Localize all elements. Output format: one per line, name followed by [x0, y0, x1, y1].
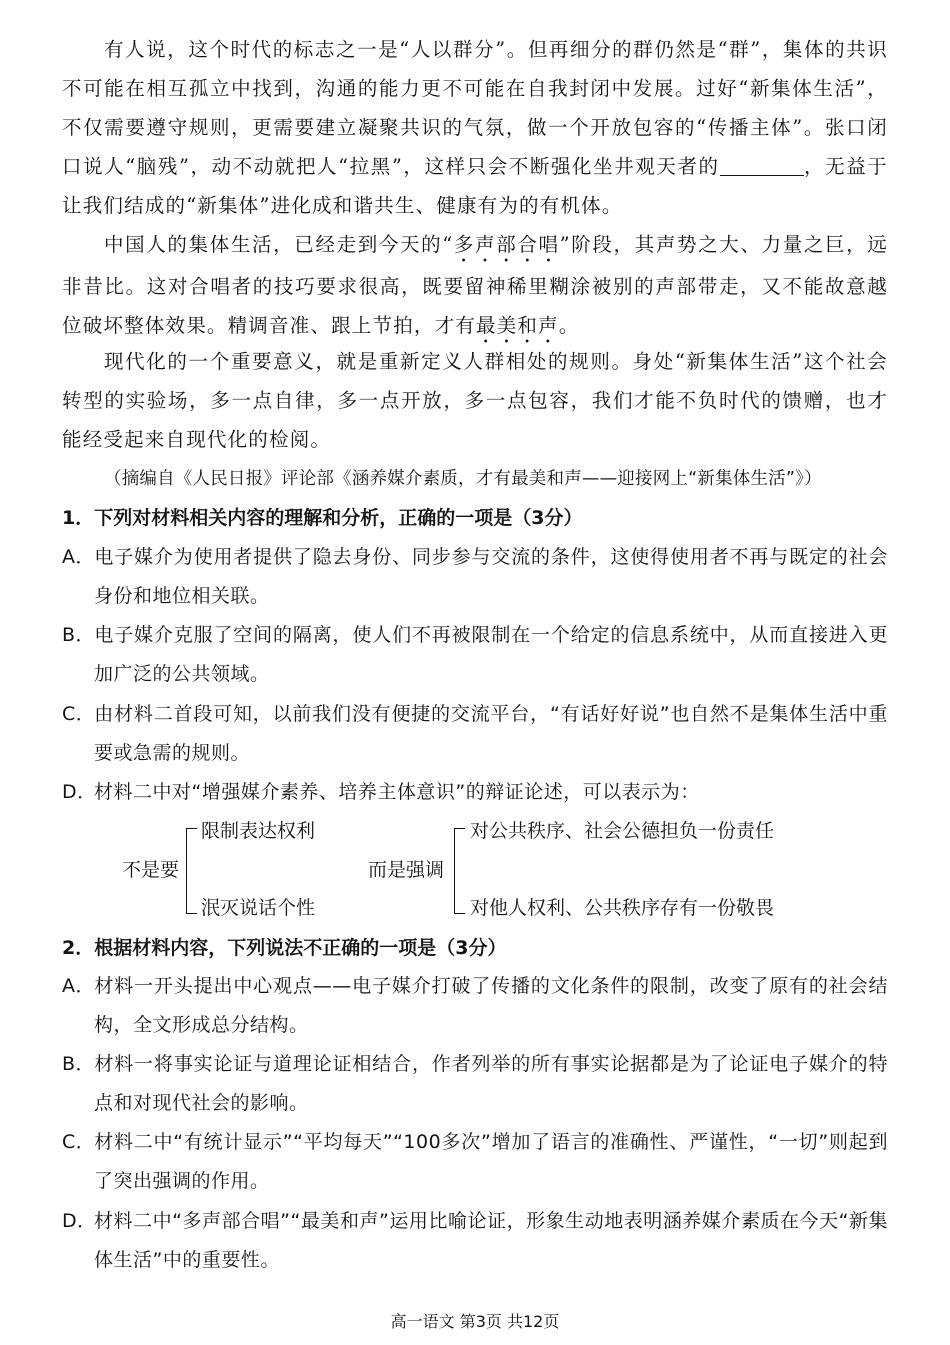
- emphasized-phrase: 多声部合唱: [453, 233, 560, 256]
- right-bracket: [454, 828, 465, 914]
- fill-in-blank: [720, 155, 804, 176]
- diagram-right-top: 对公共秩序、社会公德担负一份责任: [470, 820, 775, 842]
- passage-text: 有人说，这个时代的标志之一是“人以群分”。但再细分的群仍然是“群”，集体的共识不可能在相互孤立中找到，沟通的能力更不可能在自我封闭中发展。过好“新集体生活”，不仅需要遵守规则，更需要建立凝聚共识的气氛，做一个开放包容的“传播主体”。张口闭口说人“脑残”，动不动就把人“拉黑”，这样只会不断强化坐井观天者的: [62, 38, 888, 178]
- option-label: D．: [62, 781, 97, 803]
- diagram-left-top: 限制表达权利: [201, 820, 316, 842]
- option-text: 由材料二首段可知，以前我们没有便捷的交流平台，“有话好好说”也自然不是集体生活中重要或急需的规则。: [94, 703, 888, 764]
- option-text: 材料二中“多声部合唱”“最美和声”运用比喻论证，形象生动地表明涵养媒介素质在今天“新集体生活”中的重要性。: [94, 1210, 888, 1271]
- passage-paragraph-2: [62, 225, 888, 348]
- question-1-option-b: [62, 616, 888, 694]
- diagram-left-bottom: 泯灭说话个性: [201, 897, 316, 919]
- option-text: 电子媒介为使用者提供了隐去身份、同步参与交流的条件，这使得使用者不再与既定的社会身份和地位相关联。: [94, 546, 888, 607]
- diagram-mid-label: 而是强调: [368, 859, 445, 881]
- passage-source: （摘编自《人民日报》评论部《涵养媒介素质，才有最美和声——迎接网上“新集体生活”》）: [104, 469, 822, 489]
- emphasized-phrase: 最美和声: [476, 314, 559, 337]
- question-2-option-c: [62, 1123, 888, 1201]
- question-1-option-d: [62, 773, 888, 812]
- passage-paragraph-3: 现代化的一个重要意义，就是重新定义人群相处的规则。身处“新集体生活”这个社会转型的实验场，多一点自律，多一点开放，多一点包容，我们才能不负时代的馈赠，也才能经受起来自现代化的检阅。: [62, 350, 888, 451]
- passage-paragraph-1: [62, 30, 888, 225]
- passage-text: 。: [558, 314, 580, 337]
- option-label: B．: [62, 1053, 96, 1075]
- question-1-option-a: [62, 538, 888, 616]
- passage-text: ，无益于让我们结成的“新集体”进化成和谐共生、健康有为的有机体。: [62, 155, 888, 217]
- question-2-option-d: [62, 1202, 888, 1280]
- option-text: 材料二中“有统计显示”“平均每天”“100多次”增加了语言的准确性、严谨性，“一切”则起到了突出强调的作用。: [94, 1131, 888, 1192]
- option-label: C．: [62, 703, 96, 725]
- question-2-option-b: [62, 1045, 888, 1123]
- option-label: A．: [62, 975, 95, 997]
- option-label: D．: [62, 1210, 97, 1232]
- question-2-title: 2．根据材料内容，下列说法不正确的一项是（3分）: [62, 937, 507, 959]
- question-2-option-a: [62, 967, 888, 1045]
- diagram-left-label: 不是要: [122, 859, 180, 881]
- question-1-title: 1．下列对材料相关内容的理解和分析，正确的一项是（3分）: [62, 507, 583, 529]
- left-bracket: [186, 828, 197, 914]
- passage-text: 中国人的集体生活，已经走到今天的“: [104, 233, 454, 256]
- question-1-option-c: [62, 695, 888, 773]
- option-label: C．: [62, 1131, 96, 1153]
- option-label: B．: [62, 624, 96, 646]
- option-label: A．: [62, 546, 95, 568]
- option-text: 材料二中对“增强媒介素养、培养主体意识”的辩证论述，可以表示为：: [94, 781, 700, 803]
- option-text: 电子媒介克服了空间的隔离，使人们不再被限制在一个给定的信息系统中，从而直接进入更加广泛的公共领域。: [94, 624, 888, 685]
- option-text: 材料一开头提出中心观点——电子媒介打破了传播的文化条件的限制，改变了原有的社会结构，全文形成总分结构。: [94, 975, 888, 1036]
- option-text: 材料一将事实论证与道理论证相结合，作者列举的所有事实论据都是为了论证电子媒介的特点和对现代社会的影响。: [94, 1053, 888, 1114]
- passage-text: ”阶段，其声势之大、力量之巨，远非昔比。这对合唱者的技巧要求很高，既要留神稀里糊涂被别的声部带走，又不能故意越位破坏整体效果。精调音准、跟上节拍，才有: [62, 233, 888, 337]
- diagram-right-bottom: 对他人权利、公共秩序存有一份敬畏: [470, 897, 775, 919]
- page-footer: 高一语文 第3页 共12页: [390, 1312, 560, 1331]
